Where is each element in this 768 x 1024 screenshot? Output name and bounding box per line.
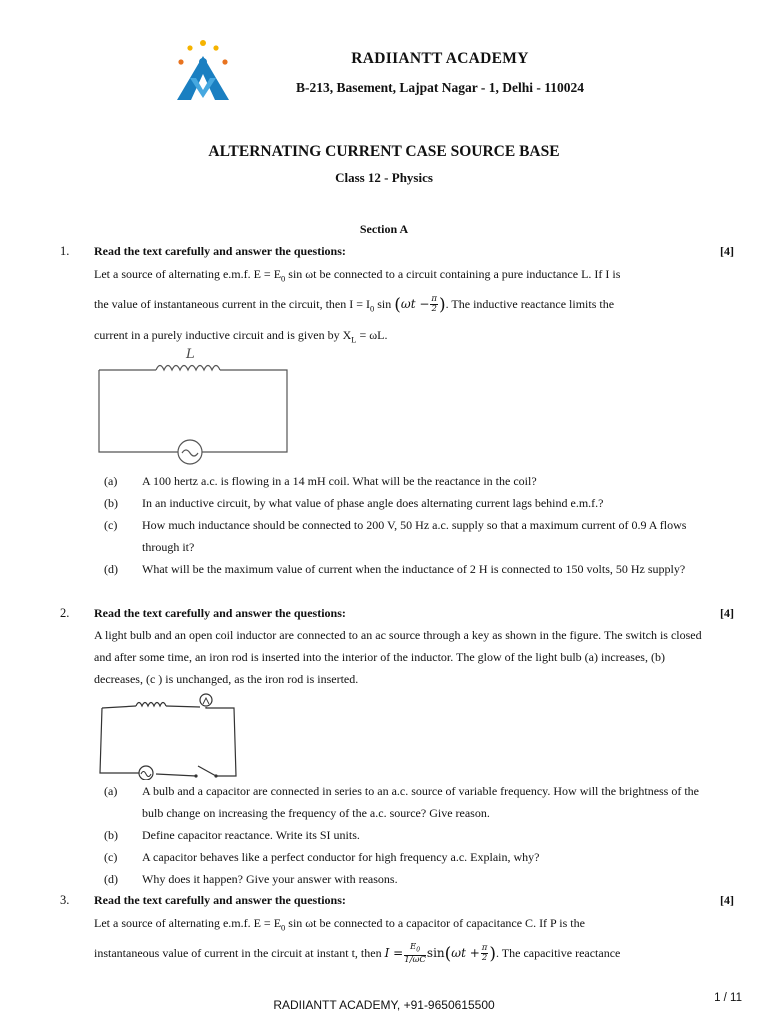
q2-sub-a-text: A bulb and a capacitor are connected in series to an a.c. source of variable frequency. How will the brightness of the bulb change on increasing the frequency of the a.c. source? Give reason.	[142, 784, 700, 820]
q1-sub-d-label: (d)	[104, 562, 118, 576]
q2-sub-d-text: Why does it happen? Give your answer with reasons.	[142, 872, 398, 886]
section-heading: Section A	[359, 222, 409, 236]
question-1-number: 1.	[60, 244, 70, 258]
q1-sub-c-label: (c)	[104, 518, 118, 532]
question-2-marks: [4]	[720, 606, 734, 620]
academy-name: RADIIANTT ACADEMY	[351, 50, 529, 67]
question-3-marks: [4]	[720, 893, 734, 907]
question-3-heading: Read the text carefully and answer the questions:	[94, 893, 346, 907]
inductor-circuit-figure	[96, 342, 292, 468]
page-footer: RADIIANTT ACADEMY, +91-9650615500	[273, 998, 495, 1012]
q1-sub-c-text: How much inductance should be connected to 200 V, 50 Hz a.c. supply so that a maximum current of 0.9 A flows through it?	[142, 518, 687, 554]
q2-sub-a-label: (a)	[104, 784, 118, 798]
bulb-inductor-circuit-figure	[96, 690, 240, 780]
question-2-number: 2.	[60, 606, 70, 620]
academy-logo	[172, 38, 234, 102]
document-subtitle: Class 12 - Physics	[335, 170, 433, 185]
q2-sub-c-label: (c)	[104, 850, 118, 864]
question-3-number: 3.	[60, 893, 70, 907]
q1-sub-a-label: (a)	[104, 474, 118, 488]
question-1-text: Let a source of alternating e.m.f. $E = E_0$ sin ωt be connected to a circuit containing a pure inductance L. If I is the value of instantaneous current in the circuit, then $I = I_0$ sin (ωt − $\frac{\pi}{2}$ ). The inductive reactance limits the current in a purely inductive circuit and is given by $X_L = \omega L$.	[94, 267, 621, 345]
phase-expression: (ωt − $\frac{\pi}{2}$ )	[394, 294, 446, 316]
question-1-heading: Read the text carefully and answer the questions:	[94, 244, 346, 258]
question-2-heading: Read the text carefully and answer the questions:	[94, 606, 346, 620]
q1-sub-d-text: What will be the maximum value of current when the inductance of 2 H is connected to 150 volts, 50 Hz supply?	[142, 562, 686, 576]
q1-sub-b-text: In an inductive circuit, by what value of phase angle does alternating current lags behind e.m.f.?	[142, 496, 604, 510]
q1-sub-a-text: A 100 hertz a.c. is flowing in a 14 mH coil. What will be the reactance in the coil?	[142, 474, 537, 488]
academy-address: B-213, Basement, Lajpat Nagar - 1, Delhi - 110024	[295, 80, 585, 95]
current-expression: I = $\frac{E_0}{1/\omega C}$ sin(ωt + $\frac{\pi}{2}$ )	[384, 942, 496, 965]
document-title: ALTERNATING CURRENT CASE SOURCE BASE	[208, 143, 560, 160]
question-2-text: A light bulb and an open coil inductor are connected to an ac source through a key as shown in the figure. The switch is closed and after some time, an iron rod is inserted into the interior of the inductor. The glow of the light bulb (a) increases, (b) decreases, (c ) is unchanged, as the iron rod is inserted.	[94, 628, 702, 686]
q2-sub-b-label: (b)	[104, 828, 118, 842]
q2-sub-c-text: A capacitor behaves like a perfect conductor for high frequency a.c. Explain, why?	[142, 850, 540, 864]
q1-sub-b-label: (b)	[104, 496, 118, 510]
q2-sub-d-label: (d)	[104, 872, 118, 886]
question-3-text: Let a source of alternating e.m.f. $E = E_0$ sin ωt be connected to a capacitor of capacitance C. If P is the instantaneous value of current in the circuit at instant t, then I = $\frac{E_0}{1/\omega C}$ sin(ωt + $\frac{\pi}{2}$ ). The capacitive reactance	[94, 916, 621, 965]
q2-sub-b-text: Define capacitor reactance. Write its SI units.	[142, 828, 360, 842]
question-1-marks: [4]	[720, 244, 734, 258]
figure-label-l: L	[186, 347, 195, 362]
page-number: 1 / 11	[714, 992, 742, 1004]
